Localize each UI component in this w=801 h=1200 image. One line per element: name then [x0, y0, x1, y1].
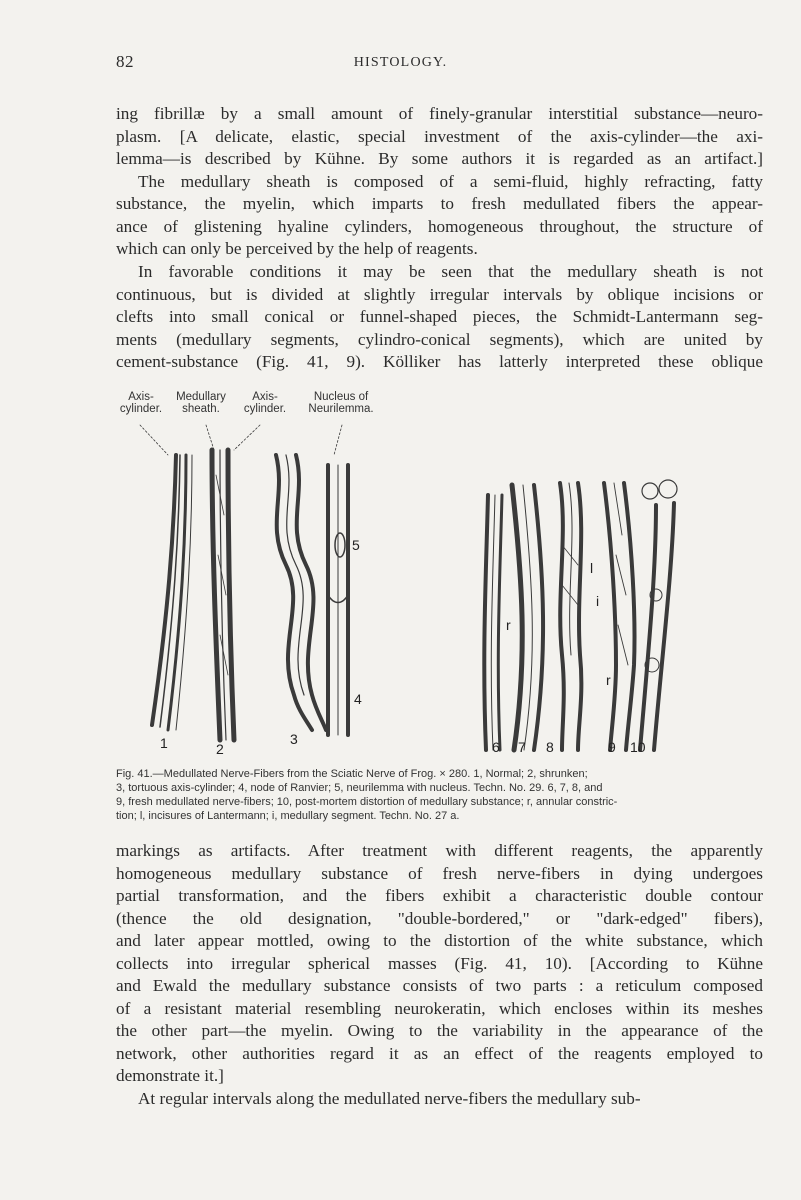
fig-number-1: 1: [160, 735, 168, 751]
text-line: and later appear mottled, owing to the distortion of the white substance, which: [116, 931, 763, 950]
fiber-7: [512, 485, 543, 750]
fig-number-9: 9: [608, 739, 616, 755]
fig-number-8: 8: [546, 739, 554, 755]
text-line: partial transformation, and the fibers exhibit a characteristic double contour: [116, 886, 763, 905]
letter-i: i: [596, 593, 600, 609]
text-line: network, other authorities regard it as an effect of the reagents employed to: [116, 1043, 763, 1063]
figure-caption: [116, 767, 766, 823]
paragraph-2: [116, 261, 763, 374]
running-head: HISTOLOGY.: [353, 55, 448, 70]
text-line: In favorable conditions it may be seen that the medullary sheath is not: [138, 262, 763, 281]
letter-r-2: r: [606, 672, 611, 688]
fiber-10: [640, 480, 677, 750]
text-line: the other part—the myelin. Owing to the variability in the appearance of the: [116, 1021, 763, 1040]
text-line: ments (medullary segments, cylindro-conical segments), which are united by: [116, 329, 763, 349]
caption-line: 9, fresh medullated nerve-fibers; 10, post-mortem distortion of medullary substance; r, annular constric-: [116, 796, 618, 808]
caption-line: 3, tortuous axis-cylinder; 4, node of Ranvier; 5, neurilemma with nucleus. Techn. No. 29. 6, 7, 8, and: [116, 782, 603, 794]
caption-line: Fig. 41.—Medullated Nerve-Fibers from the Sciatic Nerve of Frog. × 280. 1, Normal; 2, shrunken;: [116, 768, 588, 780]
text-line: clefts into small conical or funnel-shaped pieces, the Schmidt-Lantermann seg-: [116, 307, 763, 326]
fiber-2: [212, 450, 234, 740]
fiber-3: [276, 455, 326, 730]
fig-number-7: 7: [518, 739, 526, 755]
label-axis-cylinder-1: Axis- cylinder.: [119, 391, 163, 415]
text-line: lemma—is described by Kühne. By some authors it is regarded as an artifact.]: [116, 149, 763, 168]
text-line: and Ewald the medullary substance consists of two parts : a reticulum composed: [116, 976, 763, 995]
text-line: continuous, but is divided at slightly irregular intervals by oblique incisions or: [116, 284, 763, 304]
letter-r-1: r: [506, 617, 511, 633]
paragraph-1: [116, 103, 763, 261]
page-number: 82: [116, 52, 134, 71]
paragraph-3: [116, 840, 763, 1110]
text-line: (thence the old designation, "double-bordered," or "dark-edged" fibers),: [116, 908, 763, 928]
label-nucleus-neurilemma: Nucleus of Neurilemma.: [308, 391, 374, 415]
figure-41: [116, 391, 763, 765]
nerve-fiber-illustration: [116, 395, 763, 765]
text-line: markings as artifacts. After treatment with different reagents, the apparently: [116, 841, 763, 860]
label-axis-cylinder-2: Axis- cylinder.: [243, 391, 287, 415]
text-line: homogeneous medullary substance of fresh nerve-fibers in dying undergoes: [116, 863, 763, 883]
fig-number-6: 6: [492, 739, 500, 755]
text-line: The medullary sheath is composed of a semi-fluid, highly refracting, fatty: [138, 171, 763, 191]
fig-number-5: 5: [352, 537, 360, 553]
fiber-6: [484, 495, 502, 750]
text-line: ance of glistening hyaline cylinders, homogeneous throughout, the structure of: [116, 216, 763, 236]
caption-line: tion; l, incisures of Lantermann; i, medullary segment. Techn. No. 27 a.: [116, 810, 460, 822]
fig-number-10: 10: [630, 739, 646, 755]
text-line: cement-substance (Fig. 41, 9). Kölliker has latterly interpreted these oblique: [116, 352, 763, 371]
fiber-1: [152, 455, 192, 730]
text-line: of a resistant material resembling neurokeratin, which encloses within its meshes: [116, 998, 763, 1018]
label-medullary-sheath: Medullary sheath.: [176, 391, 226, 415]
fig-number-2: 2: [216, 741, 224, 757]
text-line: collects into irregular spherical masses (Fig. 41, 10). [According to Kühne: [116, 953, 763, 973]
text-line: demonstrate it.]: [116, 1066, 224, 1085]
letter-l: l: [590, 560, 594, 576]
fig-number-3: 3: [290, 731, 298, 747]
text-line: which can only be perceived by the help of reagents.: [116, 239, 478, 258]
fiber-9: [604, 483, 635, 750]
fiber-4-5: [328, 465, 348, 735]
fiber-8: [560, 483, 581, 750]
text-line: At regular intervals along the medullated nerve-fibers the medullary sub-: [138, 1088, 641, 1108]
text-line: ing fibrillæ by a small amount of finely-granular interstitial substance—neuro-: [116, 104, 763, 123]
text-line: plasm. [A delicate, elastic, special investment of the axis-cylinder—the axi-: [116, 126, 763, 146]
fig-number-4: 4: [354, 691, 362, 707]
text-line: substance, the myelin, which imparts to fresh medullated fibers the appear-: [116, 194, 763, 213]
